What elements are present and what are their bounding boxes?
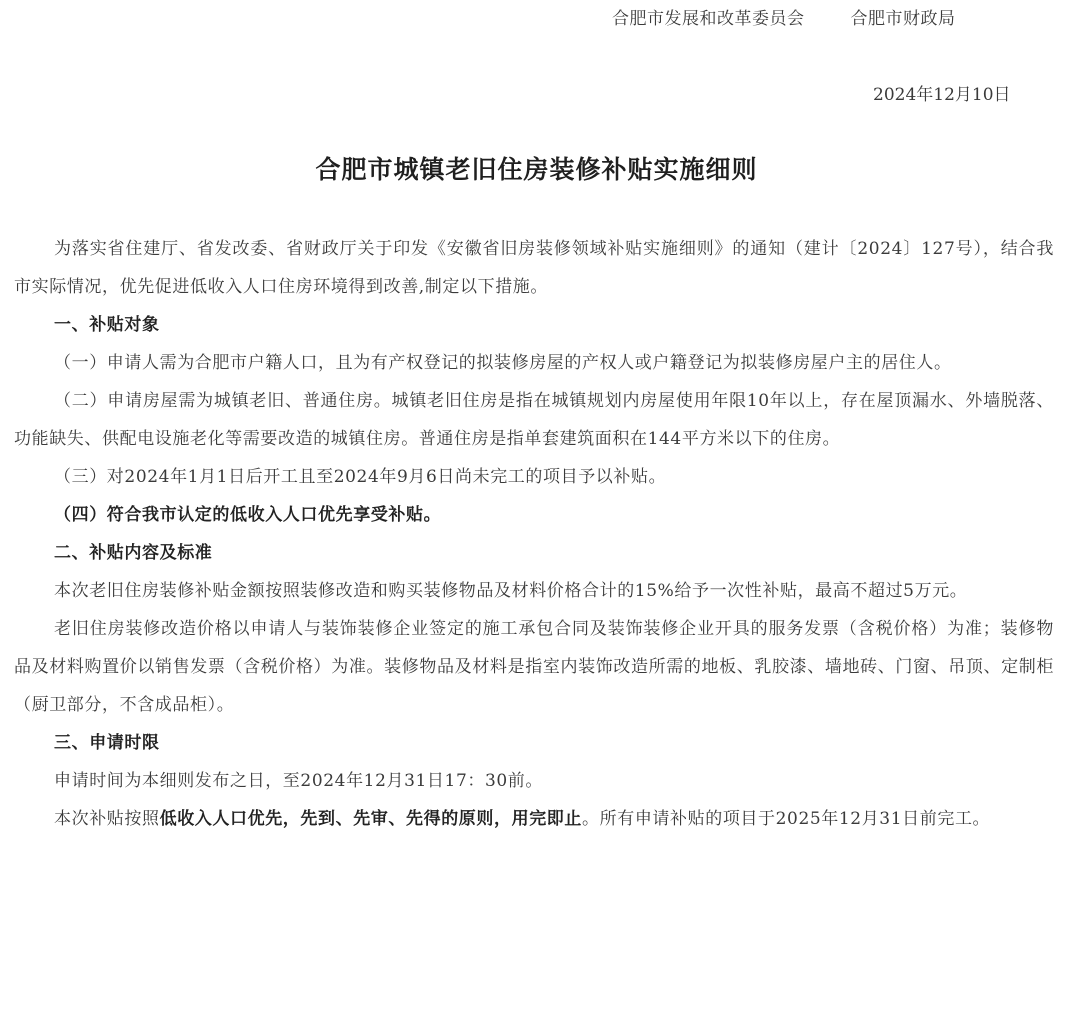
section-heading-subsidy-standard: 二、补贴内容及标准 (54, 543, 213, 563)
issuing-authorities (612, 4, 956, 29)
intro-paragraph: 为落实省住建厅、省发改委、省财政厅关于印发《安徽省旧房装修领域补贴实施细则》的通知（建计〔2024〕127号），结合我市实际情况，优先促进低收入人口住房环境得到改善,制定以下措施。 (14, 239, 1054, 297)
clause-2-1: 本次老旧住房装修补贴金额按照装修改造和购买装修物品及材料价格合计的15%给予一次性补贴，最高不超过5万元。 (54, 581, 968, 601)
clause-1-2: （二）申请房屋需为城镇老旧、普通住房。城镇老旧住房是指在城镇规划内房屋使用年限10年以上，存在屋顶漏水、外墙脱落、功能缺失、供配电设施老化等需要改造的城镇住房。普通住房是指单套建筑面积在144平方米以下的住房。 (14, 391, 1054, 449)
clause-3-2-emphasis: 低收入人口优先，先到、先审、先得的原则，用完即止 (159, 809, 583, 829)
clause-1-1: （一）申请人需为合肥市户籍人口，且为有产权登记的拟装修房屋的产权人或户籍登记为拟装修房屋户主的居住人。 (54, 353, 952, 373)
document-body (14, 230, 1054, 838)
issuer-development-reform-commission: 合肥市发展和改革委员会 (612, 9, 805, 29)
document-title: 合肥市城镇老旧住房装修补贴实施细则 (315, 155, 758, 184)
section-heading-application-period: 三、申请时限 (54, 733, 160, 753)
clause-1-3: （三）对2024年1月1日后开工且至2024年9月6日尚未完工的项目予以补贴。 (54, 467, 667, 487)
clause-3-1: 申请时间为本细则发布之日，至2024年12月31日17：30前。 (54, 771, 543, 791)
section-heading-subsidy-target: 一、补贴对象 (54, 315, 160, 335)
clause-2-2: 老旧住房装修改造价格以申请人与装饰装修企业签定的施工承包合同及装饰装修企业开具的服务发票（含税价格）为准；装修物品及材料购置价以销售发票（含税价格）为准。装修物品及材料是指室内装饰改造所需的地板、乳胶漆、墙地砖、门窗、吊顶、定制柜（厨卫部分，不含成品柜）。 (14, 619, 1054, 715)
clause-3-2 (14, 800, 1054, 838)
issuer-finance-bureau: 合肥市财政局 (850, 9, 956, 29)
clause-3-2-lead: 本次补贴按照 (54, 809, 160, 829)
issue-date: 2024年12月10日 (873, 85, 1011, 105)
clause-3-2-tail: 。所有申请补贴的项目于2025年12月31日前完工。 (582, 809, 991, 829)
clause-1-4: （四）符合我市认定的低收入人口优先享受补贴。 (54, 505, 442, 525)
